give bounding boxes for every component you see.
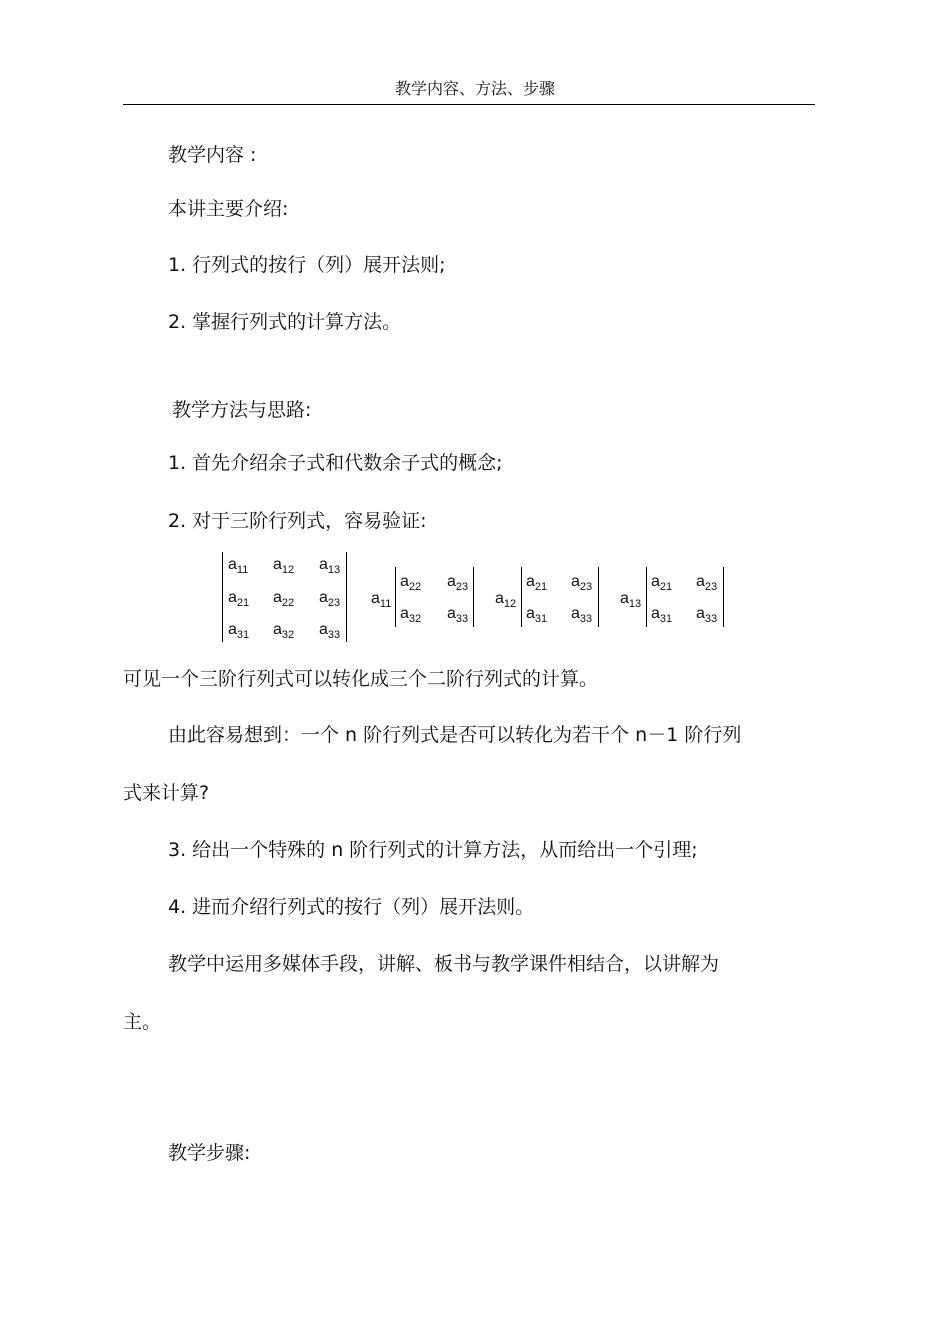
paragraph-1: 可见一个三阶行列式可以转化成三个二阶行列式的计算。 <box>123 668 599 690</box>
minor-2x2 <box>521 567 599 627</box>
header-rule <box>123 104 815 105</box>
method-item-4: 4. 进而介绍行列式的按行（列）展开法则。 <box>168 896 535 918</box>
coefficient: $a_{13}$ <box>620 590 642 610</box>
matrix-entry: $a_{33}$ <box>571 605 593 625</box>
method-item-1: 1. 首先介绍余子式和代数余子式的概念; <box>168 452 503 474</box>
content-item-2: 2. 掌握行列式的计算方法。 <box>168 311 402 333</box>
paragraph-3-line-1: 教学中运用多媒体手段，讲解、板书与教学课件相结合，以讲解为 <box>168 953 720 975</box>
matrix-entry: $a_{21}$ <box>228 589 250 609</box>
matrix-entry: $a_{11}$ <box>228 556 249 576</box>
matrix-entry: $a_{31}$ <box>526 605 548 625</box>
paragraph-3-line-2: 主。 <box>123 1011 162 1033</box>
matrix-entry: $a_{32}$ <box>400 605 422 625</box>
matrix-entry: $a_{22}$ <box>273 589 295 609</box>
matrix-entry: $a_{23}$ <box>447 573 469 593</box>
matrix-entry: $a_{23}$ <box>571 573 593 593</box>
matrix-entry: $a_{21}$ <box>526 573 548 593</box>
content-item-1: 1. 行列式的按行（列）展开法则; <box>168 254 446 276</box>
matrix-entry: $a_{31}$ <box>651 605 673 625</box>
paragraph-2-line-1: 由此容易想到：一个 n 阶行列式是否可以转化为若干个 n－1 阶行列 <box>168 724 742 746</box>
steps-heading: 教学步骤: <box>168 1142 251 1164</box>
matrix-entry: $a_{33}$ <box>447 605 469 625</box>
minor-2x2 <box>646 567 724 627</box>
page-header-title: 教学内容、方法、步骤 <box>394 79 555 98</box>
method-heading: 教学方法与思路: <box>172 399 312 421</box>
determinant-3x3 <box>222 552 347 642</box>
coefficient: $a_{11}$ <box>371 590 392 610</box>
matrix-entry: $a_{21}$ <box>651 573 673 593</box>
matrix-entry: $a_{12}$ <box>273 556 295 576</box>
matrix-entry: $a_{22}$ <box>400 573 422 593</box>
matrix-entry: $a_{33}$ <box>319 621 341 641</box>
matrix-entry: $a_{13}$ <box>319 556 341 576</box>
matrix-entry: $a_{23}$ <box>319 589 341 609</box>
method-item-2: 2. 对于三阶行列式，容易验证: <box>168 510 427 532</box>
minor-2x2 <box>395 567 474 627</box>
content-heading: 教学内容 : <box>168 144 257 166</box>
matrix-entry: $a_{23}$ <box>696 573 718 593</box>
coefficient: $a_{12}$ <box>495 590 517 610</box>
method-item-3: 3. 给出一个特殊的 n 阶行列式的计算方法，从而给出一个引理; <box>168 839 698 861</box>
content-intro: 本讲主要介绍: <box>168 198 289 220</box>
matrix-entry: $a_{31}$ <box>228 621 250 641</box>
paragraph-2-line-2: 式来计算? <box>123 782 210 804</box>
matrix-entry: $a_{33}$ <box>696 605 718 625</box>
matrix-entry: $a_{32}$ <box>273 621 295 641</box>
